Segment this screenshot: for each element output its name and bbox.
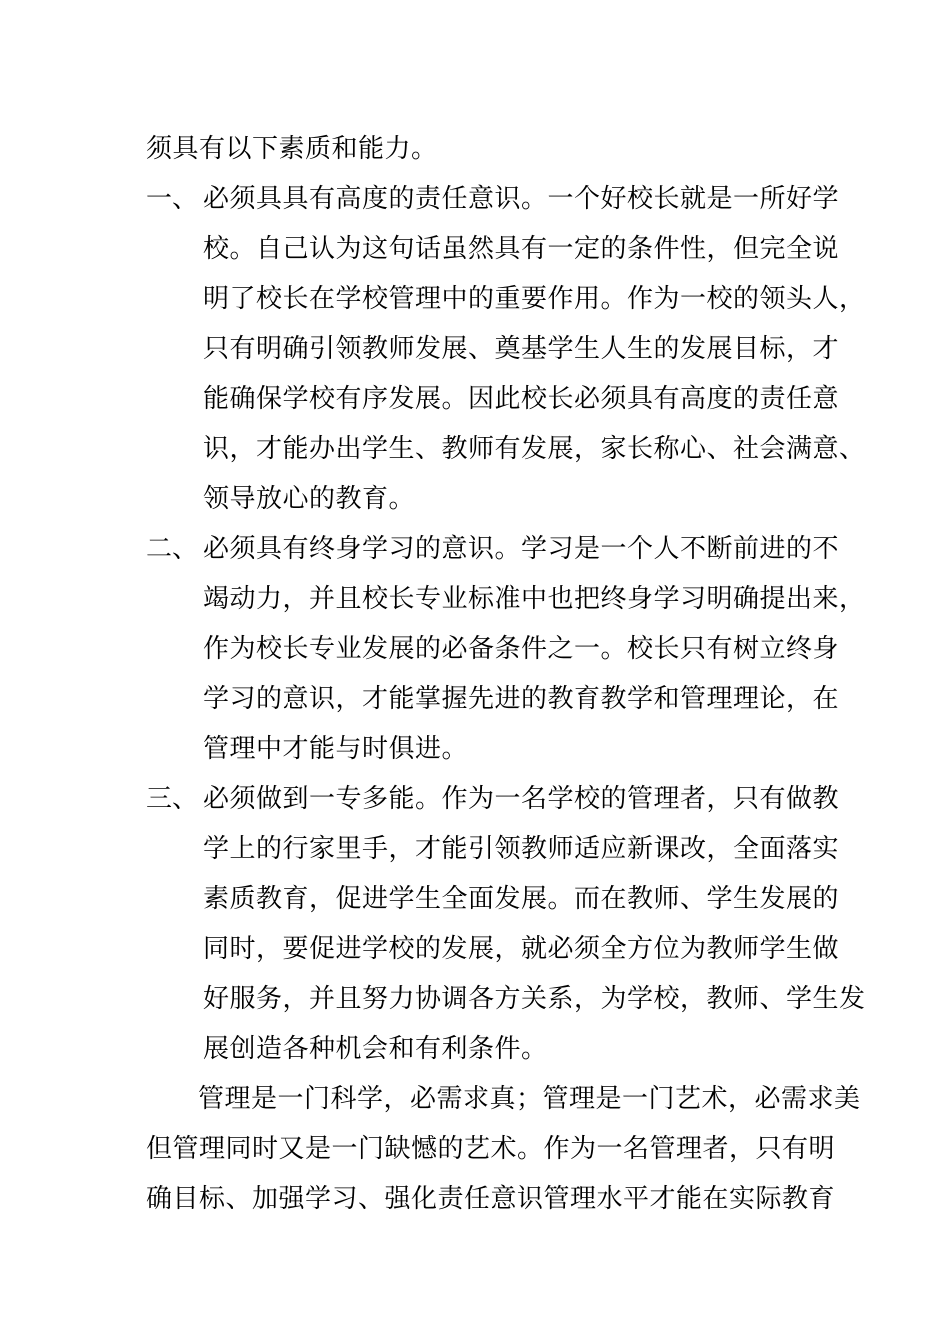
section-number: 三、 bbox=[146, 784, 199, 814]
paragraph-line: 必须具有终身学习的意识。学习是一个人不断前进的不 bbox=[203, 534, 840, 564]
paragraph-line: 竭动力，并且校长专业标准中也把终身学习明确提出来， bbox=[203, 584, 866, 614]
paragraph-line: 同时，要促进学校的发展，就必须全方位为教师学生做 bbox=[203, 934, 840, 964]
paragraph-line: 管理中才能与时俱进。 bbox=[203, 734, 469, 764]
paragraph-line: 必须具具有高度的责任意识。一个好校长就是一所好学 bbox=[203, 184, 840, 214]
paragraph-line: 管理是一门科学，必需求真；管理是一门艺术，必需求美 bbox=[198, 1084, 861, 1114]
section-number: 一、 bbox=[146, 184, 199, 214]
section-number: 二、 bbox=[146, 534, 199, 564]
paragraph-line: 只有明确引领教师发展、奠基学生人生的发展目标，才 bbox=[203, 334, 840, 364]
paragraph-line: 校。自己认为这句话虽然具有一定的条件性，但完全说 bbox=[203, 234, 840, 264]
paragraph-line: 作为校长专业发展的必备条件之一。校长只有树立终身 bbox=[203, 634, 840, 664]
paragraph-line: 好服务，并且努力协调各方关系，为学校，教师、学生发 bbox=[203, 984, 866, 1014]
paragraph-line: 能确保学校有序发展。因此校长必须具有高度的责任意 bbox=[203, 384, 840, 414]
paragraph-line: 素质教育，促进学生全面发展。而在教师、学生发展的 bbox=[203, 884, 840, 914]
paragraph-line: 但管理同时又是一门缺憾的艺术。作为一名管理者，只有明 bbox=[146, 1134, 836, 1164]
intro-line: 须具有以下素质和能力。 bbox=[146, 134, 438, 164]
paragraph-line: 必须做到一专多能。作为一名学校的管理者，只有做教 bbox=[203, 784, 840, 814]
paragraph-line: 识，才能办出学生、教师有发展，家长称心、社会满意、 bbox=[203, 434, 866, 464]
paragraph-line: 展创造各种机会和有利条件。 bbox=[203, 1034, 548, 1064]
paragraph-line: 确目标、加强学习、强化责任意识管理水平才能在实际教育 bbox=[146, 1184, 836, 1214]
paragraph-line: 学习的意识，才能掌握先进的教育教学和管理理论，在 bbox=[203, 684, 840, 714]
paragraph-line: 领导放心的教育。 bbox=[203, 484, 416, 514]
paragraph-line: 学上的行家里手，才能引领教师适应新课改，全面落实 bbox=[203, 834, 840, 864]
paragraph-line: 明了校长在学校管理中的重要作用。作为一校的领头人， bbox=[203, 284, 866, 314]
